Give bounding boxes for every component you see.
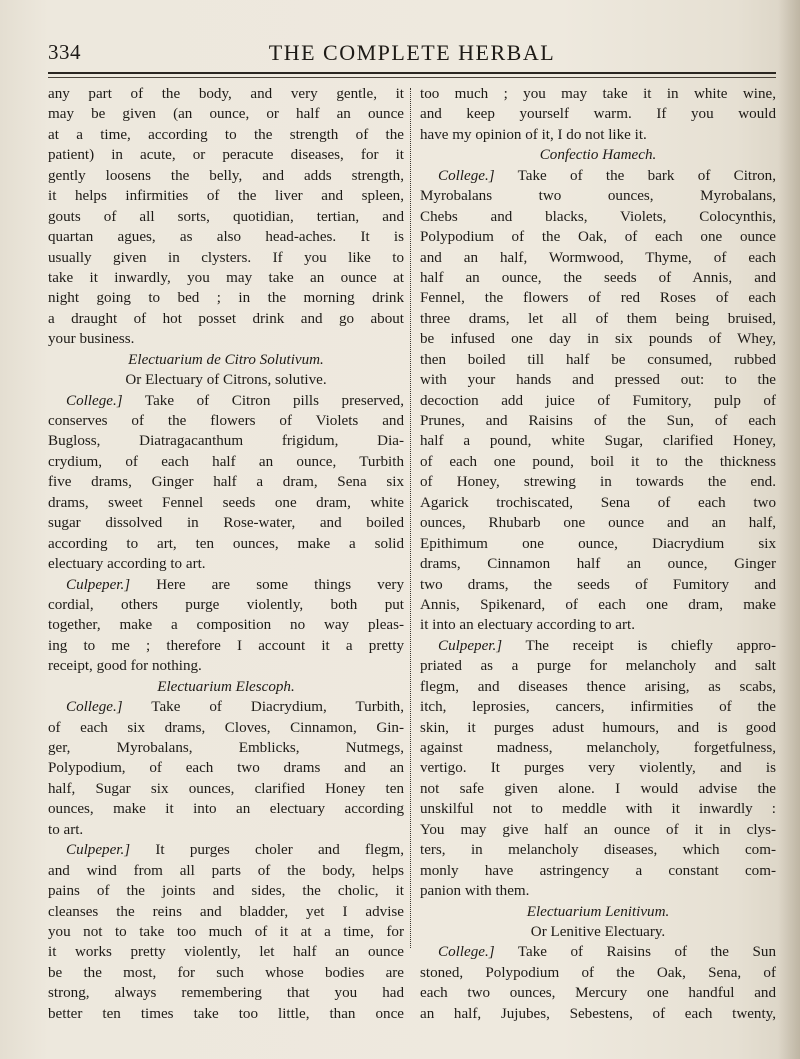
text-line: gently loosens the belly, and adds strength, — [48, 167, 404, 184]
text-line: together, make a composition no way pleas- — [48, 617, 404, 634]
text-line: pains of the joints and sides, the cholic, it — [48, 883, 404, 900]
speaker-label: Culpeper.] — [66, 842, 131, 859]
section-heading: Electuarium Lenitivum. — [526, 903, 670, 920]
text-line: an half, Jujubes, Sebestens, of each twenty, — [420, 1005, 776, 1022]
section-heading: Electuarium Elescoph. — [157, 678, 295, 695]
speaker-label: Culpeper.] — [438, 637, 503, 654]
text-line: be the most, for such whose bodies are — [48, 964, 404, 981]
text-line: Prunes, and Raisins of the Sun, of each — [420, 413, 776, 429]
speaker-label: College.] — [438, 944, 495, 961]
text-line: patient) in acute, or peracute diseases, for it — [48, 147, 404, 164]
text-line: drams, Cinnamon half an ounce, Ginger — [420, 556, 776, 573]
section-subheading: Or Electuary of Citrons, solutive. — [125, 372, 327, 389]
section-heading: Confectio Hamech. — [539, 147, 657, 164]
text-line: ger, Myrobalans, Emblicks, Nutmegs, — [48, 740, 404, 756]
text-line: panion with them. — [420, 883, 530, 900]
text-line: stoned, Polypodium of the Oak, Sena, of — [420, 964, 776, 981]
paragraph-start-line — [48, 697, 404, 717]
text-line: decoction add juice of Fumitory, pulp of — [420, 392, 776, 409]
speaker-label: Culpeper.] — [66, 576, 131, 593]
text-line: five drams, Ginger half a dram, Sena six — [48, 474, 404, 491]
text-line: then boiled till half be consumed, rubbed — [420, 351, 776, 368]
text-line: your business. — [48, 331, 135, 348]
text-line: any part of the body, and very gentle, it — [48, 86, 404, 102]
text-line: itch, leprosies, cancers, infirmities of the — [420, 699, 776, 716]
text-line: Bugloss, Diatragacanthum frigidum, Dia- — [48, 433, 404, 450]
text-line: skin, it purges adust humours, and is good — [420, 719, 776, 736]
text-line: a draught of hot posset drink and go about — [48, 310, 404, 327]
text-line: Myrobalans two ounces, Myrobalans, — [420, 188, 776, 205]
text-line: monly have astringency a constant com- — [420, 862, 776, 879]
line-text: Here are some things very — [130, 576, 404, 593]
text-line: unskilful not to meddle with it inwardly : — [420, 801, 776, 818]
text-line: Epithimum one ounce, Diacrydium six — [420, 535, 776, 552]
text-line: of Honey, strewing in towards the end. — [420, 474, 776, 491]
text-line: receipt, good for nothing. — [48, 658, 202, 675]
text-line: cordial, others purge violently, both put — [48, 596, 404, 613]
text-line: usually given in clysters. If you like to — [48, 249, 404, 266]
speaker-label: College.] — [66, 392, 123, 409]
text-line: Chebs and blacks, Violets, Colocynthis, — [420, 208, 776, 225]
section-heading: Electuarium de Citro Solutivum. — [128, 351, 324, 368]
paragraph-start-line — [420, 942, 776, 962]
header-rule-thin — [48, 77, 776, 78]
text-line: Annis, Spikenard, of each one dram, make — [420, 596, 776, 613]
text-line: quartan agues, as also head-aches. It is — [48, 229, 404, 246]
text-line: it into an electuary according to art. — [420, 617, 635, 634]
speaker-label: College.] — [66, 699, 123, 716]
line-text: It purges choler and flegm, — [130, 842, 404, 859]
text-line: half a pound, white Sugar, clarified Honey, — [420, 433, 776, 450]
text-line: cleanses the reins and bladder, yet I advise — [48, 903, 404, 920]
text-line: with your hands and pressed out: to the — [420, 372, 776, 389]
text-line: electuary according to art. — [48, 556, 206, 573]
text-line: it works pretty violently, let half an ounce — [48, 944, 404, 961]
paragraph-start-line — [48, 391, 404, 411]
text-line: You may give half an ounce of it in clys- — [420, 821, 776, 838]
line-text: Take of the bark of Citron, — [494, 167, 776, 184]
text-line: half, Sugar six ounces, clarified Honey ten — [48, 780, 404, 797]
line-text: Take of Diacrydium, Turbith, — [122, 699, 404, 716]
text-line: ounces, Rhubarb one ounce and an half, — [420, 515, 776, 532]
text-line: you not to take too much of it at a time, for — [48, 923, 404, 940]
paragraph-start-line — [420, 166, 776, 186]
text-line: sugar dissolved in Rose-water, and boiled — [48, 515, 404, 532]
header-rule-thick — [48, 72, 776, 74]
text-line: may be given (an ounce, or half an ounce — [48, 106, 404, 123]
text-line: be infused one day in six pounds of Whey, — [420, 331, 776, 348]
speaker-label: College.] — [438, 167, 495, 184]
paragraph-start-line — [48, 840, 404, 860]
text-line: three drams, let all of them being bruised, — [420, 310, 776, 327]
text-line: and an half, Wormwood, Thyme, of each — [420, 249, 776, 266]
page-edge-shadow — [778, 0, 800, 1059]
page-header — [48, 40, 776, 70]
text-line: at a time, according to the strength of the — [48, 126, 404, 143]
text-line: ters, in melancholy diseases, which com- — [420, 842, 776, 859]
text-line: flegm, and diseases thence arising, as scabs, — [420, 678, 776, 695]
text-line: too much ; you may take it in white wine, — [420, 86, 776, 102]
text-line: Polypodium of the Oak, of each one ounce — [420, 229, 776, 246]
text-line: gouts of all sorts, quotidian, tertian, and — [48, 208, 404, 225]
text-line: half an ounce, the seeds of Annis, and — [420, 269, 776, 286]
line-text: Take of Citron pills preserved, — [122, 392, 404, 409]
text-line: night going to bed ; in the morning drink — [48, 290, 404, 307]
line-text: Take of Raisins of the Sun — [494, 944, 776, 961]
paragraph-start-line — [420, 636, 776, 656]
text-line: and wind from all parts of the body, helps — [48, 862, 404, 879]
text-line: not safe given alone. I would advise the — [420, 780, 776, 797]
text-line: crydium, of each half an ounce, Turbith — [48, 453, 404, 470]
paragraph-start-line — [48, 575, 404, 595]
text-line: two drams, the seeds of Fumitory and — [420, 576, 776, 593]
text-line: conserves of the flowers of Violets and — [48, 413, 404, 429]
text-line: better ten times take too little, than once — [48, 1005, 404, 1022]
text-line: ing to me ; therefore I account it a pretty — [48, 637, 404, 654]
section-subheading: Or Lenitive Electuary. — [530, 923, 666, 940]
text-line: have my opinion of it, I do not like it. — [420, 126, 647, 143]
text-line: priated as a purge for melancholy and salt — [420, 658, 776, 675]
text-line: of each one pound, boil it to the thickness — [420, 453, 776, 470]
text-line: Polypodium, of each two drams and an — [48, 760, 404, 777]
text-line: to art. — [48, 821, 84, 838]
text-line: vertigo. It purges very violently, and is — [420, 760, 776, 777]
running-title: THE COMPLETE HERBAL — [268, 40, 556, 65]
text-line: each two ounces, Mercury one handful and — [420, 985, 776, 1002]
text-line: take it inwardly, you may take an ounce at — [48, 269, 404, 286]
text-line: Agarick trochiscated, Sena of each two — [420, 494, 776, 511]
right-column — [420, 84, 776, 1024]
text-line: Fennel, the flowers of red Roses of each — [420, 290, 776, 307]
column-divider — [410, 88, 411, 948]
left-column — [48, 84, 404, 1024]
page-number: 334 — [48, 40, 81, 64]
text-line: against madness, melancholy, forgetfulness, — [420, 740, 776, 756]
text-line: ounces, make it into an electuary according — [48, 801, 404, 818]
text-line: and keep yourself warm. If you would — [420, 106, 776, 123]
text-line: it helps infirmities of the liver and spleen, — [48, 188, 404, 205]
text-line: strong, always remembering that you had — [48, 985, 404, 1002]
text-line: drams, sweet Fennel seeds one dram, white — [48, 494, 404, 511]
text-line: according to art, ten ounces, make a solid — [48, 535, 404, 552]
text-line: of each six drams, Cloves, Cinnamon, Gin- — [48, 719, 404, 736]
line-text: The receipt is chiefly appro- — [502, 637, 776, 654]
